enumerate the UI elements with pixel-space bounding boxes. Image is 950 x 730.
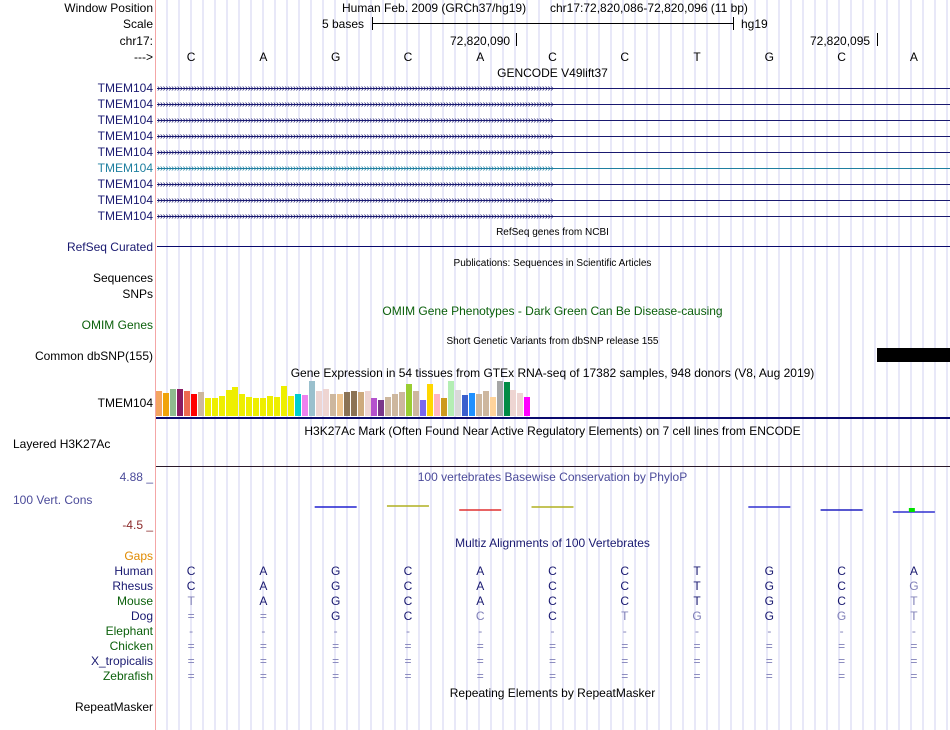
multiz-base: = <box>838 639 846 653</box>
multiz-base: A <box>476 579 485 593</box>
multiz-base: T <box>621 609 629 623</box>
gtex-bar[interactable] <box>302 395 308 416</box>
sequence-base: A <box>259 50 268 64</box>
multiz-species-label[interactable]: Chicken <box>109 639 153 653</box>
h3k27ac-label[interactable]: Layered H3K27Ac <box>13 437 111 451</box>
multiz-base: - <box>550 624 555 638</box>
multiz-base: = <box>404 654 412 668</box>
gtex-bar[interactable] <box>413 391 419 416</box>
multiz-base: - <box>839 624 844 638</box>
sequence-base: C <box>548 50 557 64</box>
strand-arrows-icon: ›››››››››››››››››››››››››››››››››››››››››››››››››››››››››››››››››››››››››››››››››››››››››››››››››››››››››››››››››››››››››››››››››››››››››››› <box>157 148 554 157</box>
multiz-base: = <box>476 639 484 653</box>
gencode-title: GENCODE V49lift37 <box>497 66 608 80</box>
dbsnp-title: Short Genetic Variants from dbSNP release 155 <box>446 336 659 347</box>
multiz-base: = <box>838 654 846 668</box>
gtex-bar[interactable] <box>371 398 377 416</box>
multiz-species-label[interactable]: Human <box>114 564 153 578</box>
gtex-bar[interactable] <box>483 391 489 416</box>
gtex-bar[interactable] <box>184 391 190 416</box>
multiz-base: = <box>332 639 340 653</box>
strand-arrows-icon: ›››››››››››››››››››››››››››››››››››››››››››››››››››››››››››››››››››››››››››››››››››››››››››››››››››››››››››››››››››››››››››››››››››››››››››› <box>157 196 554 205</box>
multiz-base: = <box>910 639 918 653</box>
multiz-base: = <box>621 669 629 683</box>
multiz-base: A <box>476 564 485 578</box>
gtex-bar[interactable] <box>226 390 232 416</box>
gtex-bar[interactable] <box>351 391 357 416</box>
multiz-species-label[interactable]: Zebrafish <box>102 669 153 683</box>
gtex-bar[interactable] <box>490 397 496 416</box>
gtex-bar[interactable] <box>198 392 204 416</box>
multiz-base: A <box>259 594 268 608</box>
gtex-bar[interactable] <box>469 393 475 416</box>
multiz-base: = <box>838 669 846 683</box>
multiz-base: - <box>695 624 700 638</box>
multiz-base: = <box>187 669 195 683</box>
multiz-base: C <box>837 594 846 608</box>
multiz-base: G <box>764 564 774 578</box>
multiz-base: = <box>910 669 918 683</box>
multiz-base: - <box>405 624 410 638</box>
gtex-bar[interactable] <box>378 400 384 416</box>
gtex-bar[interactable] <box>156 391 162 416</box>
dbsnp-variant-block[interactable] <box>877 348 950 362</box>
multiz-base: = <box>404 639 412 653</box>
gtex-bar[interactable] <box>330 394 336 416</box>
multiz-base: = <box>621 654 629 668</box>
multiz-base: C <box>403 609 413 623</box>
multiz-species-label[interactable]: Dog <box>130 609 153 623</box>
phylop-title: 100 vertebrates Basewise Conservation by PhyloP <box>417 470 688 484</box>
multiz-base: C <box>403 594 413 608</box>
sequence-base: C <box>186 50 196 64</box>
multiz-base: = <box>548 639 556 653</box>
gtex-baseline <box>156 417 950 419</box>
gtex-bar[interactable] <box>462 395 468 416</box>
gtex-bar[interactable] <box>205 398 211 416</box>
h3k27ac-title: H3K27Ac Mark (Often Found Near Active Regulatory Elements) on 7 cell lines from ENCODE <box>304 424 801 438</box>
h3k27ac-baseline <box>156 466 950 467</box>
gtex-bar[interactable] <box>309 381 315 416</box>
multiz-base: A <box>909 564 918 578</box>
gencode-transcript-label[interactable]: TMEM104 <box>97 161 153 175</box>
sequence-base: T <box>693 50 701 64</box>
gtex-bar[interactable] <box>246 397 252 416</box>
coord-tick-1: 72,820,090 <box>450 34 511 48</box>
strand-arrows-icon: ›››››››››››››››››››››››››››››››››››››››››››››››››››››››››››››››››››››››››››››››››››››››››››››››››››››››››››››››››››››››››››››››››››››››››››› <box>157 132 554 141</box>
multiz-base: = <box>187 654 195 668</box>
gtex-bar[interactable] <box>448 381 454 416</box>
gtex-bar[interactable] <box>191 394 197 416</box>
phylop-label[interactable]: 100 Vert. Cons <box>13 493 93 507</box>
multiz-base: G <box>331 609 341 623</box>
multiz-base: = <box>548 669 556 683</box>
gtex-bar[interactable] <box>399 392 405 416</box>
gtex-bar[interactable] <box>267 396 273 416</box>
multiz-base: A <box>259 564 268 578</box>
multiz-base: = <box>621 639 629 653</box>
gtex-bar[interactable] <box>281 386 287 416</box>
scale-bar-right-tick <box>733 17 734 30</box>
multiz-base: = <box>548 654 556 668</box>
refseq-gene-line[interactable] <box>157 246 950 247</box>
gtex-bar[interactable] <box>427 384 433 416</box>
sequence-base: G <box>764 50 774 64</box>
multiz-species-label[interactable]: Mouse <box>116 594 153 608</box>
assembly-text: Human Feb. 2009 (GRCh37/hg19) <box>342 1 527 15</box>
gtex-bar[interactable] <box>239 394 245 416</box>
gtex-bar[interactable] <box>434 394 440 416</box>
multiz-base: - <box>622 624 627 638</box>
strand-arrows-icon: ›››››››››››››››››››››››››››››››››››››››››››››››››››››››››››››››››››››››››››››››››››››››››››››››››››››››››››››››››››››››››››››››››››››››››››› <box>157 164 554 173</box>
multiz-base: C <box>620 594 630 608</box>
multiz-base: T <box>187 594 195 608</box>
gtex-title: Gene Expression in 54 tissues from GTEx RNA-seq of 17382 samples, 948 donors (V8, Aug 2019) <box>290 366 815 380</box>
gtex-bar[interactable] <box>288 396 294 416</box>
gtex-bar[interactable] <box>385 397 391 416</box>
gtex-bar[interactable] <box>392 394 398 416</box>
phylop-max-label: 4.88 _ <box>119 470 153 484</box>
multiz-species-label[interactable]: X_tropicalis <box>90 654 153 668</box>
publications-sequences-label[interactable]: Sequences <box>92 271 153 285</box>
left-border <box>155 0 156 730</box>
gencode-transcript-label[interactable]: TMEM104 <box>97 113 153 127</box>
refseq-title: RefSeq genes from NCBI <box>496 227 609 238</box>
multiz-base: = <box>332 669 340 683</box>
multiz-base: = <box>765 669 773 683</box>
multiz-gaps-label[interactable]: Gaps <box>124 549 153 563</box>
multiz-base: = <box>693 639 701 653</box>
multiz-base: C <box>620 579 630 593</box>
gtex-bar[interactable] <box>455 390 461 416</box>
strand-arrows-icon: ›››››››››››››››››››››››››››››››››››››››››››››››››››››››››››››››››››››››››››››››››››››››››››››››››››››››››››››››››››››››››››››››››››››››››››› <box>157 100 554 109</box>
scale-bar-left-tick <box>372 17 373 30</box>
multiz-base: G <box>764 579 774 593</box>
multiz-base: G <box>331 594 341 608</box>
position-text[interactable]: chr17:72,820,086-72,820,096 (11 bp) <box>550 1 748 15</box>
multiz-base: C <box>548 579 557 593</box>
multiz-base: = <box>404 669 412 683</box>
multiz-base: - <box>767 624 772 638</box>
multiz-species-label[interactable]: Elephant <box>105 624 153 638</box>
strand-arrows-icon: ›››››››››››››››››››››››››››››››››››››››››››››››››››››››››››››››››››››››››››››››››››››››››››››››››››››››››››››››››››››››››››››››››››››››››››› <box>157 84 554 93</box>
publications-title: Publications: Sequences in Scientific Articles <box>453 258 652 269</box>
chrom-label: chr17: <box>119 34 153 48</box>
gtex-bar[interactable] <box>232 387 238 416</box>
gtex-bar[interactable] <box>497 381 503 416</box>
multiz-base: - <box>189 624 194 638</box>
omim-label[interactable]: OMIM Genes <box>81 318 153 332</box>
multiz-base: C <box>837 579 846 593</box>
gtex-bar[interactable] <box>323 389 329 416</box>
multiz-base: C <box>548 564 557 578</box>
multiz-base: T <box>693 594 701 608</box>
gencode-transcript-label[interactable]: TMEM104 <box>97 193 153 207</box>
strand-label: ---> <box>134 50 153 64</box>
multiz-base: - <box>911 624 916 638</box>
multiz-base: - <box>261 624 266 638</box>
multiz-base: T <box>910 609 918 623</box>
multiz-base: C <box>620 564 630 578</box>
multiz-base: G <box>764 594 774 608</box>
repeatmasker-title: Repeating Elements by RepeatMasker <box>449 686 656 700</box>
multiz-base: = <box>476 654 484 668</box>
gencode-transcript-label[interactable]: TMEM104 <box>97 129 153 143</box>
gtex-bar[interactable] <box>365 391 371 416</box>
gtex-bar[interactable] <box>253 398 259 416</box>
multiz-base: A <box>259 579 268 593</box>
multiz-base: G <box>331 564 341 578</box>
scale-db: hg19 <box>741 17 768 31</box>
strand-arrows-icon: ›››››››››››››››››››››››››››››››››››››››››››››››››››››››››››››››››››››››››››››››››››››››››››››››››››››››››››››››››››››››››››››››››››››››››››› <box>157 116 554 125</box>
sequence-base: G <box>331 50 341 64</box>
multiz-base: = <box>332 654 340 668</box>
gtex-bar[interactable] <box>517 393 523 416</box>
multiz-base: = <box>259 654 267 668</box>
gtex-bar[interactable] <box>420 400 426 416</box>
omim-title: OMIM Gene Phenotypes - Dark Green Can Be Disease-causing <box>382 304 723 318</box>
coord-tick-mark-2 <box>877 33 878 46</box>
gtex-bar[interactable] <box>177 389 183 416</box>
multiz-base: T <box>693 579 701 593</box>
scale-text: 5 bases <box>322 17 365 31</box>
coord-tick-mark-1 <box>516 33 517 46</box>
sequence-base: C <box>620 50 630 64</box>
multiz-base: = <box>765 654 773 668</box>
multiz-base: = <box>259 669 267 683</box>
gtex-bar[interactable] <box>441 398 447 416</box>
multiz-title: Multiz Alignments of 100 Vertebrates <box>455 536 650 550</box>
gtex-bar[interactable] <box>274 397 280 416</box>
multiz-base: A <box>476 594 485 608</box>
gtex-bar[interactable] <box>170 389 176 416</box>
multiz-base: C <box>548 594 557 608</box>
gtex-bar[interactable] <box>358 392 364 416</box>
gtex-bar[interactable] <box>212 398 218 416</box>
window-position-label: Window Position <box>64 1 153 15</box>
multiz-base: = <box>187 609 195 623</box>
gtex-bar[interactable] <box>476 394 482 416</box>
gencode-transcript-label[interactable]: TMEM104 <box>97 81 153 95</box>
multiz-base: - <box>333 624 338 638</box>
gencode-transcript-label[interactable]: TMEM104 <box>97 97 153 111</box>
multiz-base: = <box>476 669 484 683</box>
gencode-transcript-label[interactable]: TMEM104 <box>97 209 153 223</box>
multiz-base: T <box>693 564 701 578</box>
gtex-bar[interactable] <box>524 397 530 416</box>
multiz-base: C <box>403 564 413 578</box>
strand-arrows-icon: ›››››››››››››››››››››››››››››››››››››››››››››››››››››››››››››››››››››››››››››››››››››››››››››››››››››››››››››››››››››››››››››››››››››››››››› <box>157 212 554 221</box>
refseq-label[interactable]: RefSeq Curated <box>66 240 153 254</box>
gtex-bar[interactable] <box>504 382 510 416</box>
publications-snps-label[interactable]: SNPs <box>122 287 153 301</box>
gtex-bar[interactable] <box>344 392 350 416</box>
gencode-transcript-label[interactable]: TMEM104 <box>97 177 153 191</box>
multiz-base: = <box>259 639 267 653</box>
gtex-label[interactable]: TMEM104 <box>97 396 153 410</box>
multiz-base: G <box>692 609 702 623</box>
sequence-base: A <box>909 50 918 64</box>
repeatmasker-label[interactable]: RepeatMasker <box>74 700 153 714</box>
multiz-base: G <box>764 609 774 623</box>
multiz-base: G <box>331 579 341 593</box>
multiz-species-label[interactable]: Rhesus <box>112 579 153 593</box>
multiz-base: T <box>910 594 918 608</box>
gtex-bar[interactable] <box>163 393 169 416</box>
multiz-base: C <box>837 564 846 578</box>
multiz-base: G <box>836 609 847 623</box>
gtex-bar[interactable] <box>316 391 322 416</box>
sequence-base: A <box>476 50 485 64</box>
multiz-base: = <box>765 639 773 653</box>
multiz-base: G <box>909 579 919 593</box>
gtex-bar[interactable] <box>510 390 516 416</box>
sequence-base: C <box>403 50 413 64</box>
multiz-base: = <box>187 639 195 653</box>
coord-tick-2: 72,820,095 <box>810 34 871 48</box>
multiz-base: C <box>186 564 196 578</box>
multiz-base: C <box>475 609 485 623</box>
multiz-base: C <box>548 609 557 623</box>
multiz-base: = <box>910 654 918 668</box>
gtex-bar[interactable] <box>337 394 343 416</box>
multiz-base: C <box>403 579 413 593</box>
multiz-base: - <box>478 624 483 638</box>
scale-bar <box>372 23 733 24</box>
scale-label: Scale <box>122 17 153 31</box>
gtex-bar[interactable] <box>295 394 301 416</box>
gtex-bar[interactable] <box>260 398 266 416</box>
gtex-bar[interactable] <box>219 396 225 416</box>
gtex-bar[interactable] <box>406 384 412 416</box>
strand-arrows-icon: ›››››››››››››››››››››››››››››››››››››››››››››››››››››››››››››››››››››››››››››››››››››››››››››››››››››››››››››››››››››››››››››››››››››››››››› <box>157 180 554 189</box>
multiz-base: = <box>693 669 701 683</box>
phylop-min-label: -4.5 _ <box>122 518 153 532</box>
sequence-base: C <box>837 50 846 64</box>
multiz-base: = <box>259 609 267 623</box>
dbsnp-label[interactable]: Common dbSNP(155) <box>34 349 153 363</box>
gencode-transcript-label[interactable]: TMEM104 <box>97 145 153 159</box>
multiz-base: = <box>693 654 701 668</box>
multiz-base: C <box>186 579 196 593</box>
